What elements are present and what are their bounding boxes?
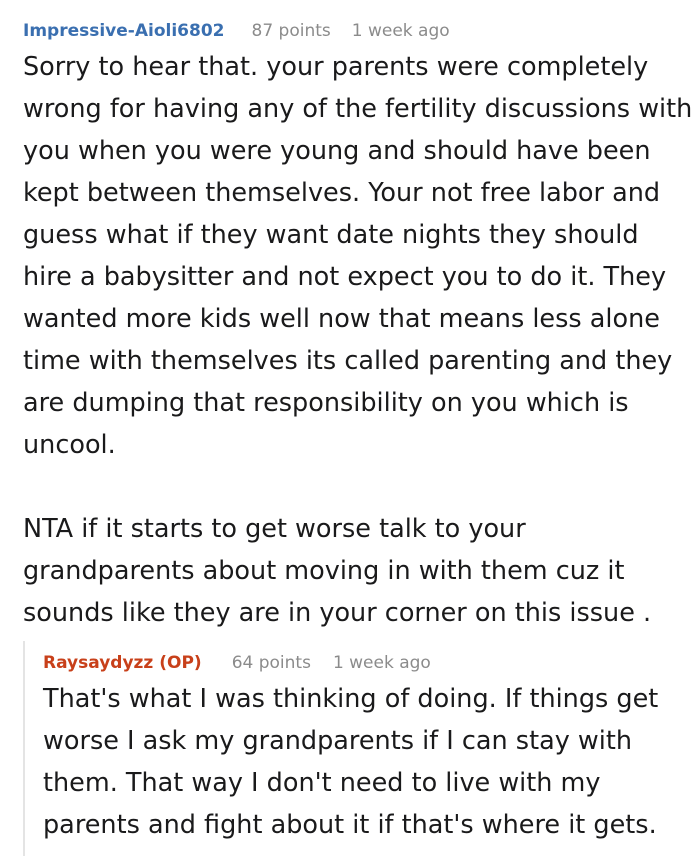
reply-points: 64 points <box>231 653 311 673</box>
reply-body <box>43 678 693 846</box>
reply-author-link[interactable]: Raysaydyzz (OP) <box>43 653 202 673</box>
comment-meta <box>23 18 700 44</box>
comment-author-link[interactable]: Impressive-Aioli6802 <box>23 21 225 41</box>
paragraph-spacer <box>23 466 693 508</box>
comment-points: 87 points <box>251 21 331 41</box>
reply-meta <box>43 650 700 676</box>
reply-timestamp[interactable]: 1 week ago <box>332 653 431 673</box>
reply-comment <box>43 650 700 846</box>
comment-paragraph-1: Sorry to hear that. your parents were completely wrong for having any of the fertility discussions with you when you were young and should have been kept between themselves. Your not free labor and guess what if they want date nights they should hire a babysitter and not expect you to do it. They wanted more kids well now that means less alone time with themselves its called parenting and they are dumping that responsibility on you which is uncool. <box>23 52 693 460</box>
comment-timestamp[interactable]: 1 week ago <box>351 21 450 41</box>
comment-paragraph-2: NTA if it starts to get worse talk to your grandparents about moving in with them cuz it sounds like they are in your corner on this issue . <box>23 514 652 628</box>
reply-thread-line[interactable] <box>23 641 25 856</box>
comment-body <box>23 46 693 634</box>
reply-paragraph: That's what I was thinking of doing. If things get worse I ask my grandparents if I can stay with them. That way I don't need to live with my parents and fight about it if that's where it gets. <box>43 684 659 840</box>
